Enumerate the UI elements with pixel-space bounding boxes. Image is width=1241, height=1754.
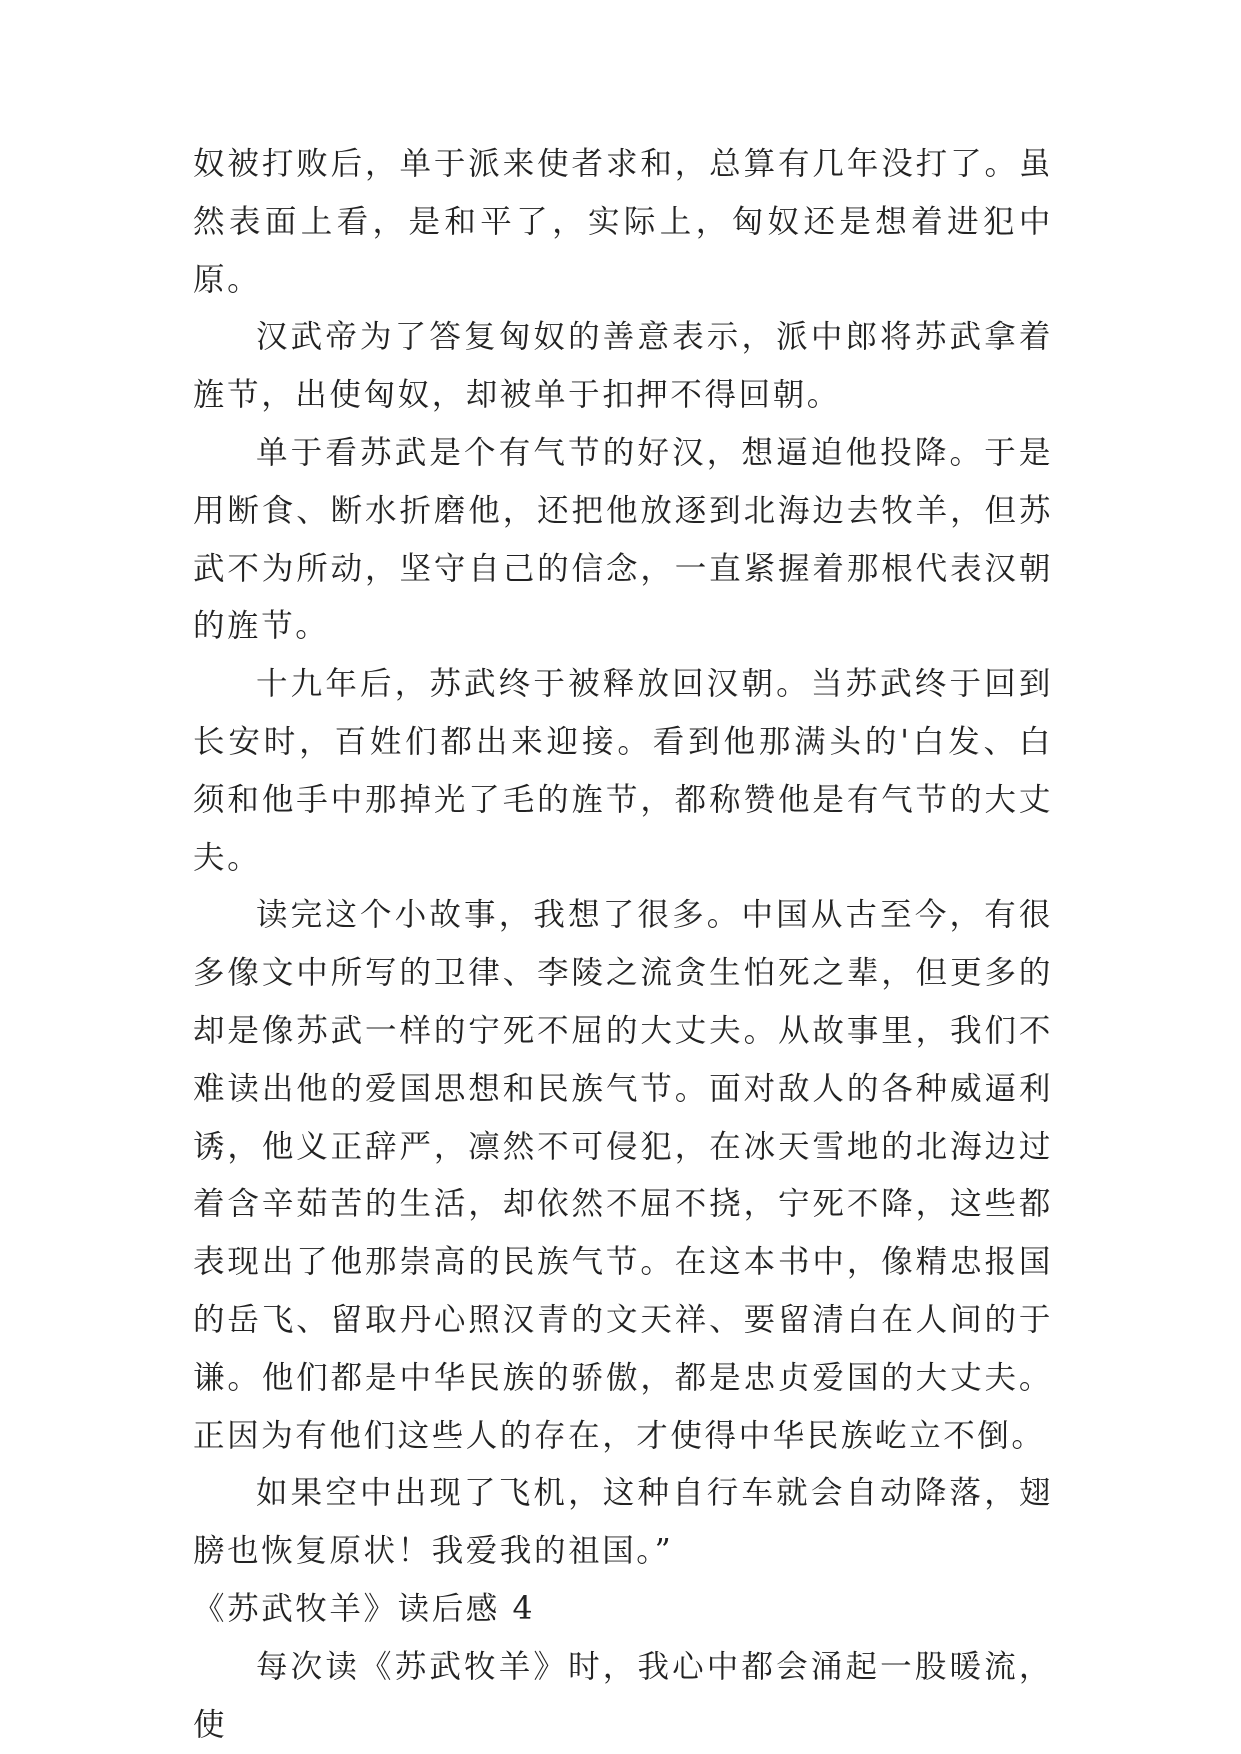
paragraph: 每次读《苏武牧羊》时，我心中都会涌起一股暖流，使: [193, 1648, 1053, 1743]
document-page: [193, 136, 1053, 1754]
paragraph: 读完这个小故事，我想了很多。中国从古至今，有很多像文中所写的卫律、李陵之流贪生怕死之辈，但更多的却是像苏武一样的宁死不屈的大丈夫。从故事里，我们不难读出他的爱国思想和民族气节。面对敌人的各种威逼利诱，他义正辞严，凛然不可侵犯，在冰天雪地的北海边过着含辛茹苦的生活，却依然不屈不挠，宁死不降，这些都表现出了他那崇高的民族气节。在这本书中，像精忠报国的岳飞、留取丹心照汉青的文天祥、要留清白在人间的于谦。他们都是中华民族的骄傲，都是忠贞爱国的大丈夫。正因为有他们这些人的存在，才使得中华民族屹立不倒。: [193, 897, 1053, 1454]
section-heading: 《苏武牧羊》读后感 4: [193, 1590, 536, 1627]
paragraph: 汉武帝为了答复匈奴的善意表示，派中郎将苏武拿着旌节，出使匈奴，却被单于扣押不得回朝。: [193, 319, 1053, 414]
paragraph: 十九年后，苏武终于被释放回汉朝。当苏武终于回到长安时，百姓们都出来迎接。看到他那满头的'白发、白须和他手中那掉光了毛的旌节，都称赞他是有气节的大丈夫。: [193, 666, 1053, 876]
paragraph: 奴被打败后，单于派来使者求和，总算有几年没打了。虽然表面上看，是和平了，实际上，匈奴还是想着进犯中原。: [193, 146, 1053, 298]
paragraph: 单于看苏武是个有气节的好汉，想逼迫他投降。于是用断食、断水折磨他，还把他放逐到北海边去牧羊，但苏武不为所动，坚守自己的信念，一直紧握着那根代表汉朝的旌节。: [193, 434, 1053, 645]
paragraph: 如果空中出现了飞机，这种自行车就会自动降落，翅膀也恢复原状！我爱我的祖国。”: [193, 1475, 1053, 1570]
